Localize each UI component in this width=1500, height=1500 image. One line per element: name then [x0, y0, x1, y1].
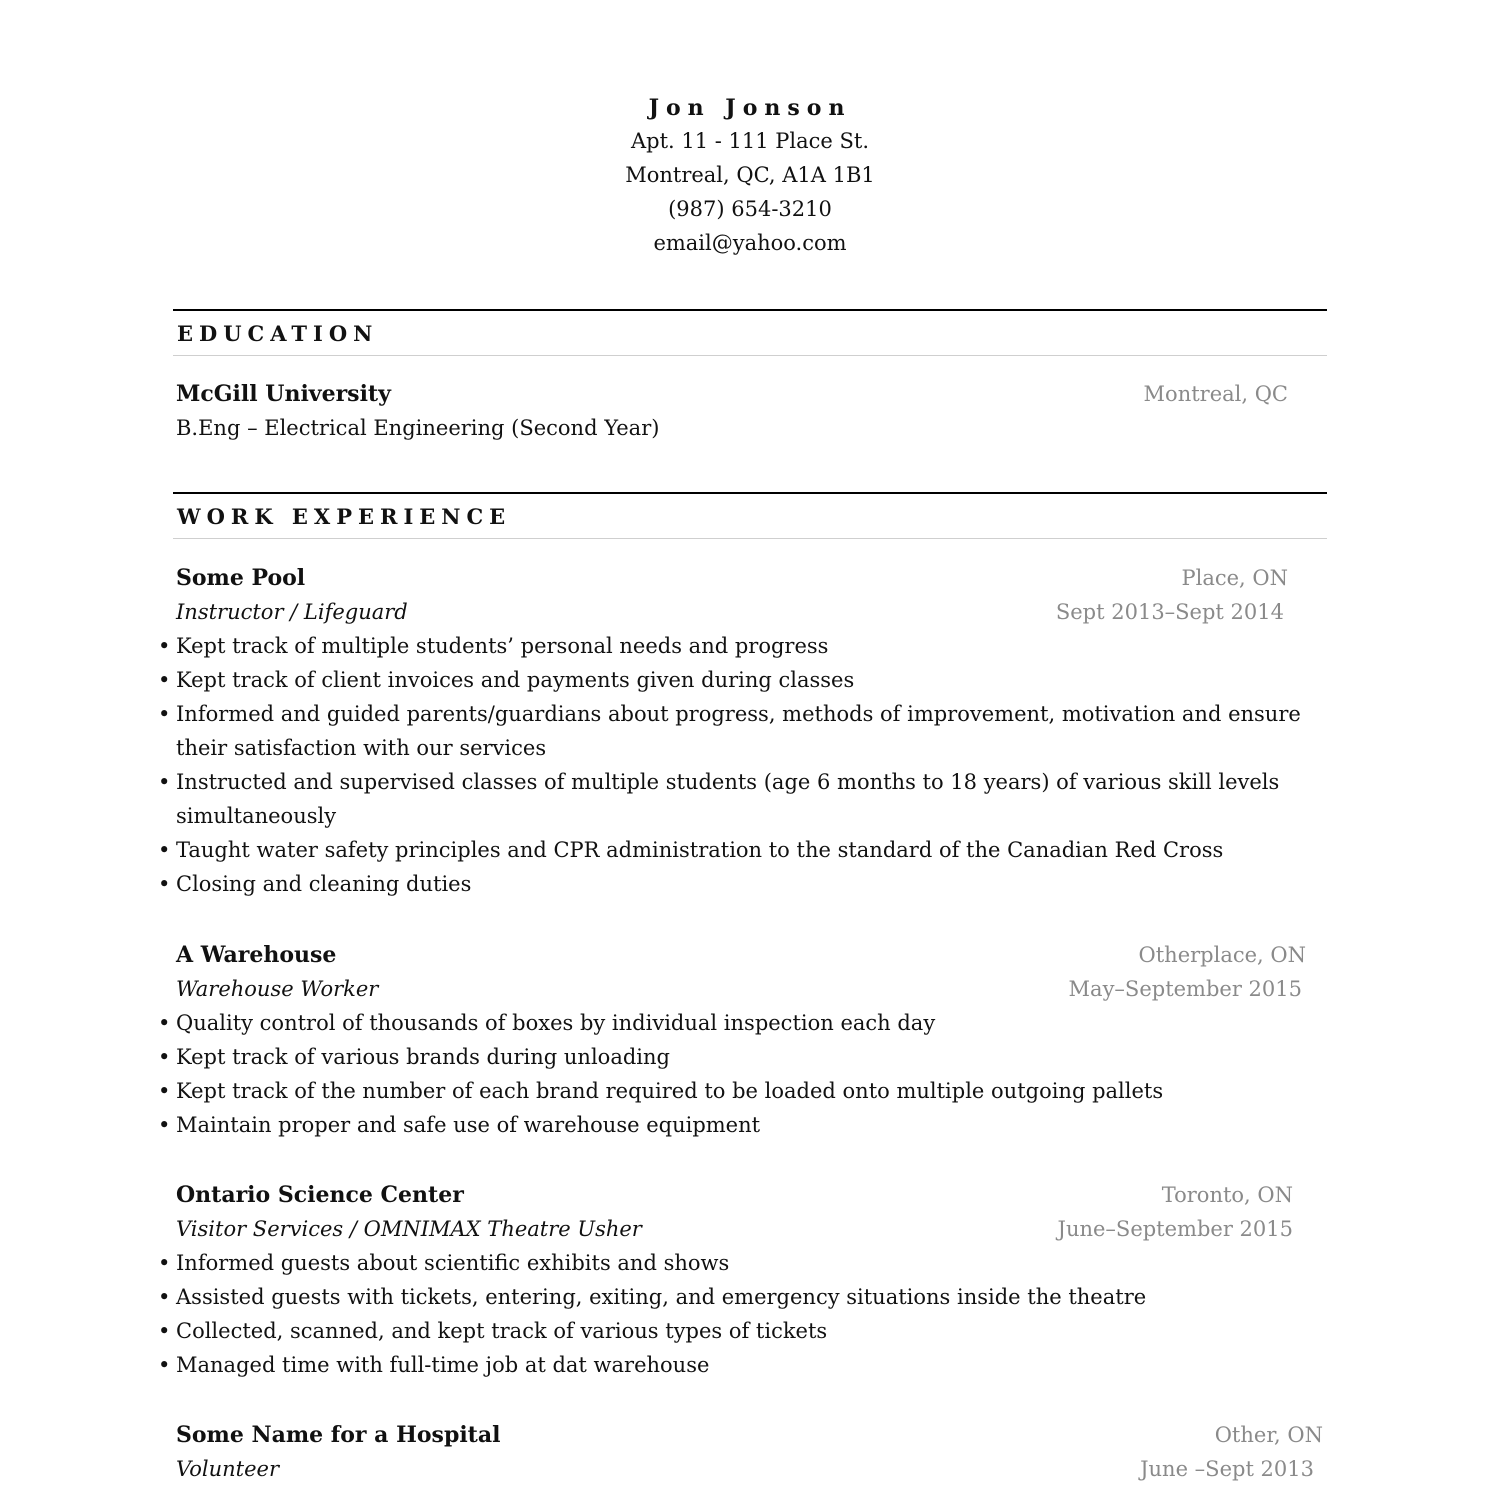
job-location: Otherplace, ON — [1138, 943, 1306, 967]
job-entry — [176, 938, 1326, 1142]
list-item: • Kept track of the number of each brand required to be loaded onto multiple outgoing pallets — [158, 1074, 1308, 1108]
job-org: Ontario Science Center — [176, 1182, 464, 1208]
job-dates: June–September 2015 — [1057, 1217, 1293, 1241]
list-item: • Kept track of client invoices and payments given during classes — [158, 663, 1308, 697]
job-dates: Sept 2013–Sept 2014 — [1055, 600, 1284, 624]
school-name: McGill University — [176, 381, 391, 407]
job-org: Some Pool — [176, 565, 306, 591]
list-item: • Maintain proper and safe use of warehouse equipment — [158, 1108, 1308, 1142]
list-item: • Informed and guided parents/guardians about progress, methods of improvement, motivation and ensure their satisfaction with our services — [158, 697, 1308, 765]
list-item: • Closing and cleaning duties — [158, 867, 1308, 901]
job-role: Visitor Services / OMNIMAX Theatre Usher — [176, 1217, 642, 1241]
job-role: Instructor / Lifeguard — [176, 600, 408, 624]
section-underline — [173, 355, 1327, 356]
job-entry — [176, 1178, 1326, 1382]
list-item: • Kept track of various brands during unloading — [158, 1040, 1308, 1074]
degree: B.Eng – Electrical Engineering (Second Year) — [176, 416, 660, 440]
list-item: • Informed guests about scientific exhibits and shows — [158, 1246, 1308, 1280]
work-title: WORK EXPERIENCE — [177, 504, 512, 529]
job-bullets — [158, 1006, 1308, 1142]
school-location: Montreal, QC — [1143, 382, 1288, 406]
list-item: • Quality control of thousands of boxes by individual inspection each day — [158, 1006, 1308, 1040]
section-underline — [173, 538, 1327, 539]
list-item: • Assisted guests with tickets, entering, exiting, and emergency situations inside the theatre — [158, 1280, 1308, 1314]
education-title: EDUCATION — [177, 321, 379, 346]
job-org: A Warehouse — [176, 942, 337, 968]
job-org: Some Name for a Hospital — [176, 1422, 501, 1448]
job-role: Volunteer — [176, 1457, 279, 1481]
job-location: Place, ON — [1181, 566, 1288, 590]
job-location: Toronto, ON — [1161, 1183, 1293, 1207]
list-item: • Managed time with full-time job at dat warehouse — [158, 1348, 1308, 1382]
job-bullets — [158, 1246, 1308, 1382]
job-entry — [176, 1418, 1326, 1486]
job-bullets — [158, 629, 1308, 901]
list-item: • Instructed and supervised classes of multiple students (age 6 months to 18 years) of various skill levels simultaneously — [158, 765, 1308, 833]
job-dates: May–September 2015 — [1068, 977, 1302, 1001]
email-address: email@yahoo.com — [653, 231, 847, 255]
resume-header — [0, 92, 1500, 260]
list-item: • Collected, scanned, and kept track of various types of tickets — [158, 1314, 1308, 1348]
education-entry — [176, 377, 1326, 445]
job-dates: June –Sept 2013 — [1140, 1457, 1314, 1481]
job-entry — [176, 561, 1326, 901]
list-item: • Taught water safety principles and CPR administration to the standard of the Canadian Red Cross — [158, 833, 1308, 867]
job-role: Warehouse Worker — [176, 977, 379, 1001]
address-line-1: Apt. 11 - 111 Place St. — [630, 129, 870, 153]
work-section-header — [173, 492, 1327, 539]
list-item: • Kept track of multiple students’ personal needs and progress — [158, 629, 1308, 663]
education-section-header — [173, 309, 1327, 356]
address-line-2: Montreal, QC, A1A 1B1 — [625, 163, 875, 187]
candidate-name: Jon Jonson — [648, 95, 852, 121]
job-location: Other, ON — [1214, 1423, 1323, 1447]
phone-number: (987) 654-3210 — [668, 197, 832, 221]
